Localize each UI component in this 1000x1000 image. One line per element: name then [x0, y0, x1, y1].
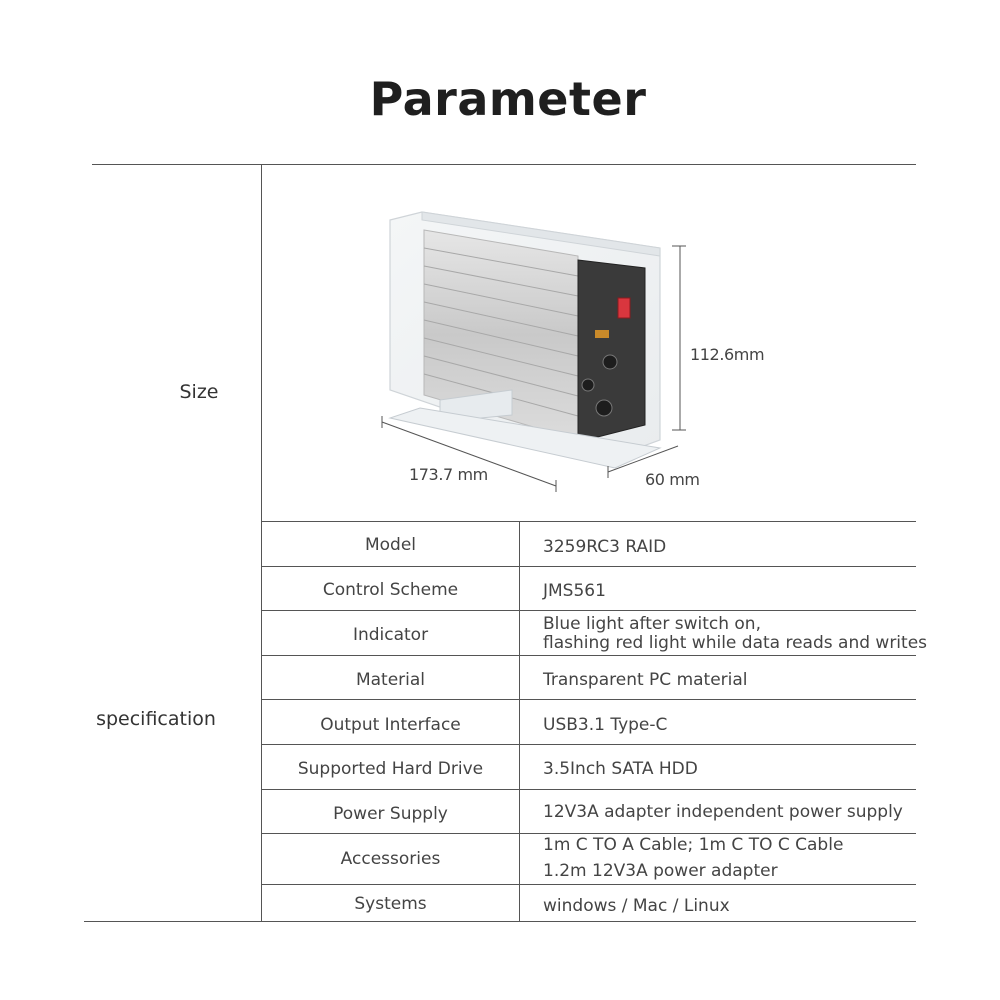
spec-label-output-interface: Output Interface — [320, 715, 461, 735]
row-divider — [262, 884, 916, 885]
spec-label-power-supply: Power Supply — [333, 804, 448, 824]
spec-value-accessories-line1: 1m C TO A Cable; 1m C TO C Cable — [543, 835, 844, 855]
spec-value-accessories-line2: 1.2m 12V3A power adapter — [543, 861, 778, 881]
row-divider — [262, 833, 916, 834]
bottom-divider — [84, 921, 916, 922]
spec-label-accessories: Accessories — [340, 849, 441, 869]
spec-value-indicator-line2: flashing red light while data reads and writes — [543, 633, 928, 653]
spec-value-material: Transparent PC material — [543, 670, 748, 690]
width-dimension: 60 mm — [645, 470, 700, 489]
row-divider — [262, 521, 916, 522]
spec-value-supported-hard-drive: 3.5Inch SATA HDD — [543, 759, 698, 779]
top-divider — [92, 164, 916, 165]
page-title: Parameter — [369, 72, 647, 126]
row-divider — [262, 655, 916, 656]
spec-value-systems: windows / Mac / Linux — [543, 896, 730, 916]
spec-value-model: 3259RC3 RAID — [543, 537, 667, 557]
spec-value-power-supply: 12V3A adapter independent power supply — [543, 802, 903, 822]
spec-label-control-scheme: Control Scheme — [322, 580, 459, 600]
row-divider — [262, 789, 916, 790]
spec-label-supported-hard-drive: Supported Hard Drive — [297, 759, 484, 779]
spec-label-indicator: Indicator — [352, 625, 429, 645]
row-divider — [262, 610, 916, 611]
spec-label-model: Model — [364, 535, 417, 555]
specification-section-label: specification — [96, 708, 216, 730]
spec-label-systems: Systems — [354, 894, 427, 914]
row-divider — [262, 744, 916, 745]
row-divider — [262, 699, 916, 700]
spec-label-material: Material — [355, 670, 426, 690]
size-section-label: Size — [179, 381, 219, 403]
row-divider — [262, 566, 916, 567]
spec-value-indicator-line1: Blue light after switch on, — [543, 614, 761, 634]
height-dimension: 112.6mm — [690, 345, 765, 364]
spec-value-control-scheme: JMS561 — [543, 581, 606, 601]
length-dimension: 173.7 mm — [409, 465, 488, 484]
spec-value-output-interface: USB3.1 Type-C — [543, 715, 668, 735]
spec-column-divider — [519, 522, 520, 921]
